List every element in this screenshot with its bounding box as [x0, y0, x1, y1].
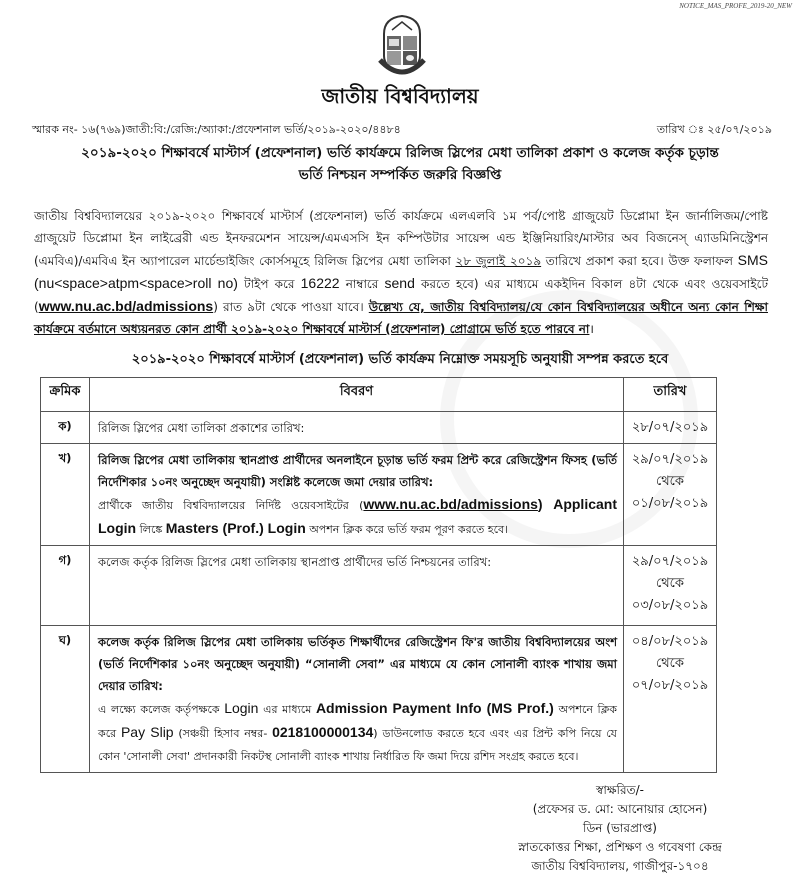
note-text: )	[537, 496, 554, 512]
file-code: NOTICE_MAS_PROFE_2019-20_NEW	[679, 2, 792, 10]
date-from: ০৪/০৮/২০১৯	[631, 634, 709, 649]
note-text: (সঞ্চয়ী হিসাব নম্বর-	[173, 727, 273, 740]
memo-number: স্মারক নং- ১৬(৭৬৯)জাতী:বি:/রেজি:/অ্যাকা:/প্রফেশনাল ভর্তি/২০১৯-২০২০/৪৪৮৪	[32, 123, 401, 136]
body-text: জাতীয় বিশ্ববিদ্যালয়ের ২০১৯-২০২০ শিক্ষাবর্ষে মাস্টার্স (প্রফেশনাল) ভর্তি কার্যক্রমে এলএলবি ১ম পর্ব/পোষ্ট গ্রাজুয়েট ডিপ্লোমা ইন জার্নালিজম/পোষ্ট গ্রাজুয়েট ডিপ্লোমা ইন লাইব্রেরী এন্ড ইনফরমেশন সায়েন্স/এমএসসি ইন কম্পিউটার সায়েন্স এন্ড ইঞ্জিনিয়ারিং/মাস্টার অব বিজনেস্ এ্যাডমিনিস্ট্রেশন (এমবিএ)/এমবিএ ইন অ্যাপারেল মার্চেন্ডাইজিং কোর্সসমূহে রিলিজ স্লিপের মেধা তালিকা	[34, 209, 768, 268]
row-serial: ঘ)	[41, 626, 90, 773]
notice-headline	[20, 142, 780, 186]
note-text: প্রার্থীকে জাতীয় বিশ্ববিদ্যালয়ের নির্দিষ্ট ওয়েবসাইটের (	[98, 499, 364, 512]
signatory-designation: ডিন (ভারপ্রাপ্ত)	[583, 821, 657, 835]
row-date	[624, 626, 717, 773]
note-text: ) ডাউনলোড করতে হবে এবং এর প্রিন্ট কপি নিয়ে যে কোন 'সোনালী সেবা' প্রদানকারী নিকটস্থ সোনালী ব্যাংক শাখায় নির্ধারিত ফি জমা দিয়ে রশিদ সংগ্রহ করতে হবে।	[98, 727, 618, 763]
date-from: ২৯/০৭/২০১৯	[631, 554, 709, 569]
date-to: ০৭/০৮/২০১৯	[631, 678, 709, 693]
eligibility-warning: উল্লেখ্য যে, জাতীয় বিশ্ববিদ্যালয়/যে কোন বিশ্ববিদ্যালয়ের অধীনে অন্য কোন শিক্ষা কার্যক্রমে বর্তমানে অধ্যয়নরত কোন প্রার্থী ২০১৯-২০২০ শিক্ষাবর্ষে মাস্টার্স (প্রফেশনাল) প্রোগ্রামে ভর্তি হতে পারবে না	[34, 300, 768, 336]
header-serial: ক্রমিক	[41, 378, 90, 412]
date-to: ০৩/০৮/২০১৯	[631, 598, 709, 613]
date-from: ২৮/০৭/২০১৯	[631, 420, 709, 435]
header-date: তারিখ	[624, 378, 717, 412]
signed-label: স্বাক্ষরিত/-	[596, 783, 644, 797]
headline-line-2: ভর্তি নিশ্চয়ন সম্পর্কিত জরুরি বিজ্ঞপ্তি	[298, 167, 502, 183]
admissions-website-link[interactable]: www.nu.ac.bd/admissions	[363, 496, 538, 512]
notice-date: তারিখ ঃ ২৫/০৭/২০১৯	[656, 123, 772, 136]
sms-send-keyword: send	[384, 275, 415, 291]
login-label: Login	[224, 700, 259, 716]
date-to-word: থেকে	[655, 474, 684, 489]
note-text: এ লক্ষ্যে কলেজ কর্তৃপক্ষকে	[98, 703, 225, 716]
table-row	[41, 444, 717, 546]
reference-line	[32, 121, 772, 140]
masters-login-label: Masters (Prof.) Login	[165, 520, 306, 536]
table-row	[41, 626, 717, 773]
signatory-office: স্নাতকোত্তর শিক্ষা, প্রশিক্ষণ ও গবেষণা কেন্দ্র	[518, 840, 722, 854]
note-text: এর মাধ্যমে	[258, 703, 316, 716]
row-description	[90, 412, 624, 444]
release-date: ২৮ জুলাই ২০১৯	[455, 254, 542, 268]
table-row	[41, 412, 717, 444]
row-description	[90, 546, 624, 626]
body-text: নাম্বারে	[339, 277, 385, 291]
university-crest-icon	[374, 12, 430, 78]
table-row	[41, 546, 717, 626]
description-text: কলেজ কর্তৃক রিলিজ স্লিপের মেধা তালিকায় ভর্তিকৃত শিক্ষার্থীদের রেজিস্ট্রেশন ফি'র জাতীয় বিশ্ববিদ্যালয়ের অংশ (ভর্তি নির্দেশিকার ১০নং অনুচ্ছেদ অনুযায়ী) “সোনালী সেবা” এর মাধ্যমে যে কোন সোনালী ব্যাংক শাখায় জমা দেয়ার তারিখ:	[98, 635, 617, 693]
pay-slip-label: Pay Slip	[120, 724, 174, 740]
row-serial: গ)	[41, 546, 90, 626]
description-text: কলেজ কর্তৃক রিলিজ স্লিপের মেধা তালিকায় স্থানপ্রাপ্ত প্রার্থীদের ভর্তি নিশ্চয়নের তারিখ:	[98, 555, 492, 569]
note-text: অপশনে ক্লিক করে	[98, 703, 618, 740]
schedule-heading: ২০১৯-২০২০ শিক্ষাবর্ষে মাস্টার্স (প্রফেশনাল) ভর্তি কার্যক্রম নিম্নোক্ত সময়সূচি অনুযায়ী সম্পন্ন করতে হবে	[131, 352, 669, 367]
payment-option-label: Admission Payment Info (MS Prof.)	[315, 700, 554, 716]
notice-body	[34, 205, 768, 340]
body-text: ) রাত ৯টা থেকে পাওয়া যাবে।	[213, 300, 369, 314]
row-description	[90, 626, 624, 773]
signatory-address: জাতীয় বিশ্ববিদ্যালয়, গাজীপুর-১৭০৪	[531, 859, 709, 873]
sms-number: 16222	[300, 275, 340, 291]
description-text: রিলিজ স্লিপের মেধা তালিকায় স্থানপ্রাপ্ত প্রার্থীদের অনলাইনে চূড়ান্ত ভর্তি ফরম প্রিন্ট করে রেজিস্ট্রেশন ফিসহ (ভর্তি নির্দেশিকার ১০নং অনুচ্ছেদ অনুযায়ী) সংশ্লিষ্ট কলেজে জমা দেয়ার তারিখ:	[98, 453, 617, 489]
university-name: জাতীয় বিশ্ববিদ্যালয়	[321, 84, 479, 108]
date-to: ০১/০৮/২০১৯	[631, 496, 709, 511]
body-text: তারিখে প্রকাশ করা হবে। উক্ত ফলাফল	[541, 254, 738, 268]
row-serial: খ)	[41, 444, 90, 546]
note-text: অপশন ক্লিক করে ভর্তি ফরম পূরণ করতে হবে।	[305, 523, 509, 536]
signatory-name: (প্রফেসর ড. মো: আনোয়ার হোসেন)	[532, 802, 708, 816]
description-text: রিলিজ স্লিপের মেধা তালিকা প্রকাশের তারিখ:	[98, 421, 305, 435]
body-text: করতে হবে) এর মাধ্যমে একইদিন বিকাল ৪টা থেকে এবং ওয়েবসাইটে (	[34, 277, 768, 314]
table-header-row	[41, 378, 717, 412]
schedule-table	[40, 377, 717, 773]
date-from: ২৯/০৭/২০১৯	[631, 452, 709, 467]
row-description	[90, 444, 624, 546]
row-date	[624, 546, 717, 626]
admissions-website-link[interactable]: www.nu.ac.bd/admissions	[38, 298, 214, 314]
date-to-word: থেকে	[655, 576, 684, 591]
body-text: ।	[589, 322, 594, 336]
applicant-login-label: Applicant Login	[98, 496, 617, 536]
row-date	[624, 412, 717, 444]
header-description: বিবরণ	[90, 378, 624, 412]
headline-line-1: ২০১৯-২০২০ শিক্ষাবর্ষে মাস্টার্স (প্রফেশনাল) ভর্তি কার্যক্রমে রিলিজ স্লিপের মেধা তালিকা প্রকাশ ও কলেজ কর্তৃক চূড়ান্ত	[81, 145, 719, 161]
date-to-word: থেকে	[655, 656, 684, 671]
signature-block	[460, 781, 780, 876]
row-serial: ক)	[41, 412, 90, 444]
body-text: টাইপ করে	[237, 277, 301, 291]
note-text: লিঙ্কে	[136, 523, 166, 536]
row-date	[624, 444, 717, 546]
sms-format: SMS (nu<space>atpm<space>roll no)	[34, 252, 768, 291]
account-number: 0218100000134	[272, 724, 374, 740]
